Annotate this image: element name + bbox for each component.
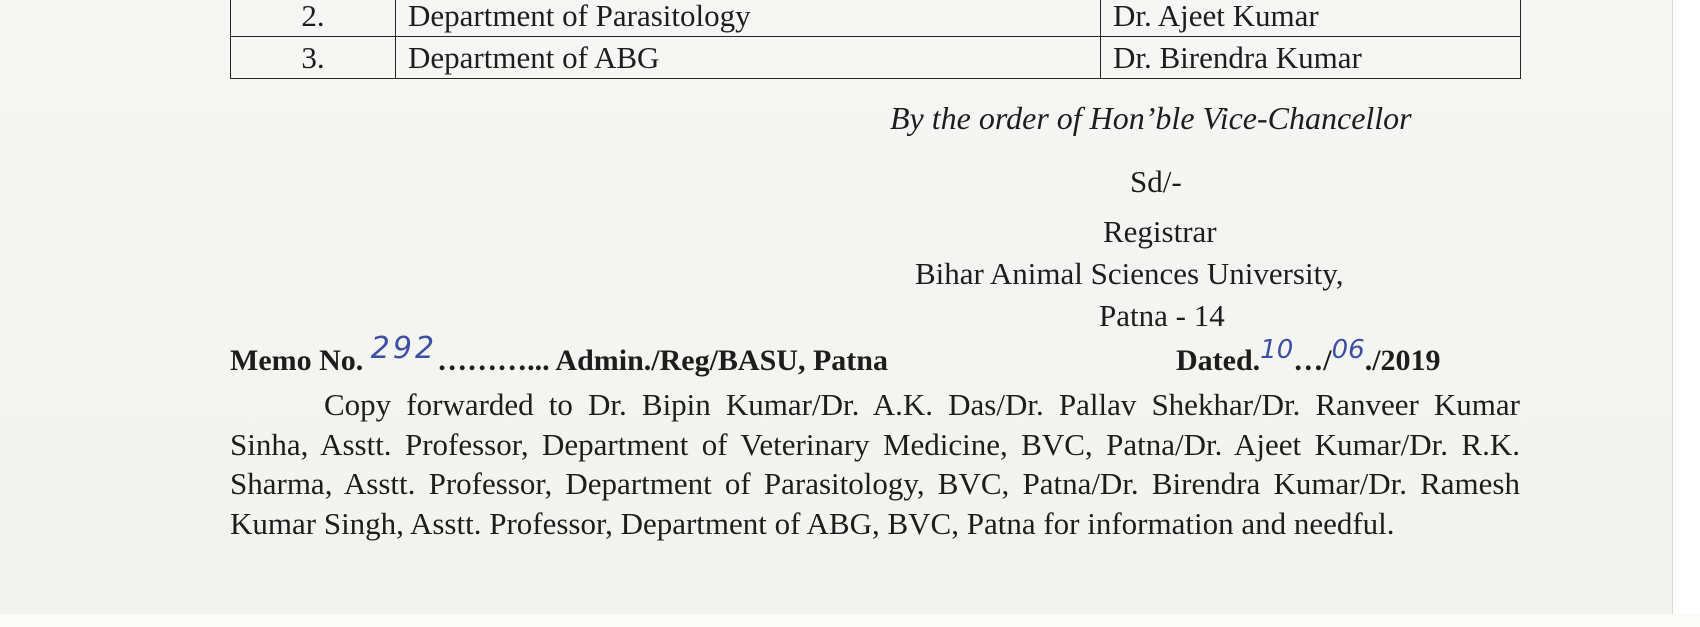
page-edge <box>1672 0 1700 627</box>
table-row <box>231 0 1521 37</box>
date-separator: …/ <box>1293 344 1332 377</box>
serial-cell: 2. <box>231 0 396 37</box>
memo-prefix: Memo No. <box>230 344 371 377</box>
month-handwritten: 06 <box>1331 335 1365 365</box>
copy-forwarded-paragraph: Copy forwarded to Dr. Bipin Kumar/Dr. A.K. Das/Dr. Pallav Shekhar/Dr. Ranveer Kumar Sinha, Asstt. Professor, Department of Veterinary Medicine, BVC, Patna/Dr. Ajeet Kumar/Dr. R.K. Sharma, Asstt. Professor, Department of Parasitology, BVC, Patna/Dr. Birendra Kumar/Dr. Ramesh Kumar Singh, Asstt. Professor, Department of ABG, BVC, Patna for information and needful. <box>230 387 1520 541</box>
table-row <box>231 37 1521 79</box>
memo-dots: ………... <box>437 344 550 377</box>
university-city: Patna - 14 <box>1099 298 1225 333</box>
registrar-title: Registrar <box>1103 214 1217 249</box>
memo-date-line <box>1176 335 1441 377</box>
dated-prefix: Dated. <box>1176 344 1261 377</box>
page-bottom-edge <box>0 614 1700 627</box>
serial-cell: 3. <box>231 37 396 79</box>
department-cell: Department of Parasitology <box>396 0 1101 37</box>
name-cell: Dr. Ajeet Kumar <box>1101 0 1521 37</box>
date-year: ./2019 <box>1364 344 1441 377</box>
signed-mark: Sd/- <box>1130 164 1182 199</box>
order-line: By the order of Hon’ble Vice-Chancellor <box>890 100 1412 136</box>
memo-number-line <box>230 331 888 377</box>
name-cell: Dr. Birendra Kumar <box>1101 37 1521 79</box>
memo-number-handwritten: 292 <box>370 331 438 366</box>
department-cell: Department of ABG <box>396 37 1101 79</box>
day-handwritten: 10 <box>1260 335 1294 365</box>
memo-reference: Admin./Reg/BASU, Patna <box>549 344 888 377</box>
university-name: Bihar Animal Sciences University, <box>915 256 1344 291</box>
department-table <box>230 0 1521 79</box>
